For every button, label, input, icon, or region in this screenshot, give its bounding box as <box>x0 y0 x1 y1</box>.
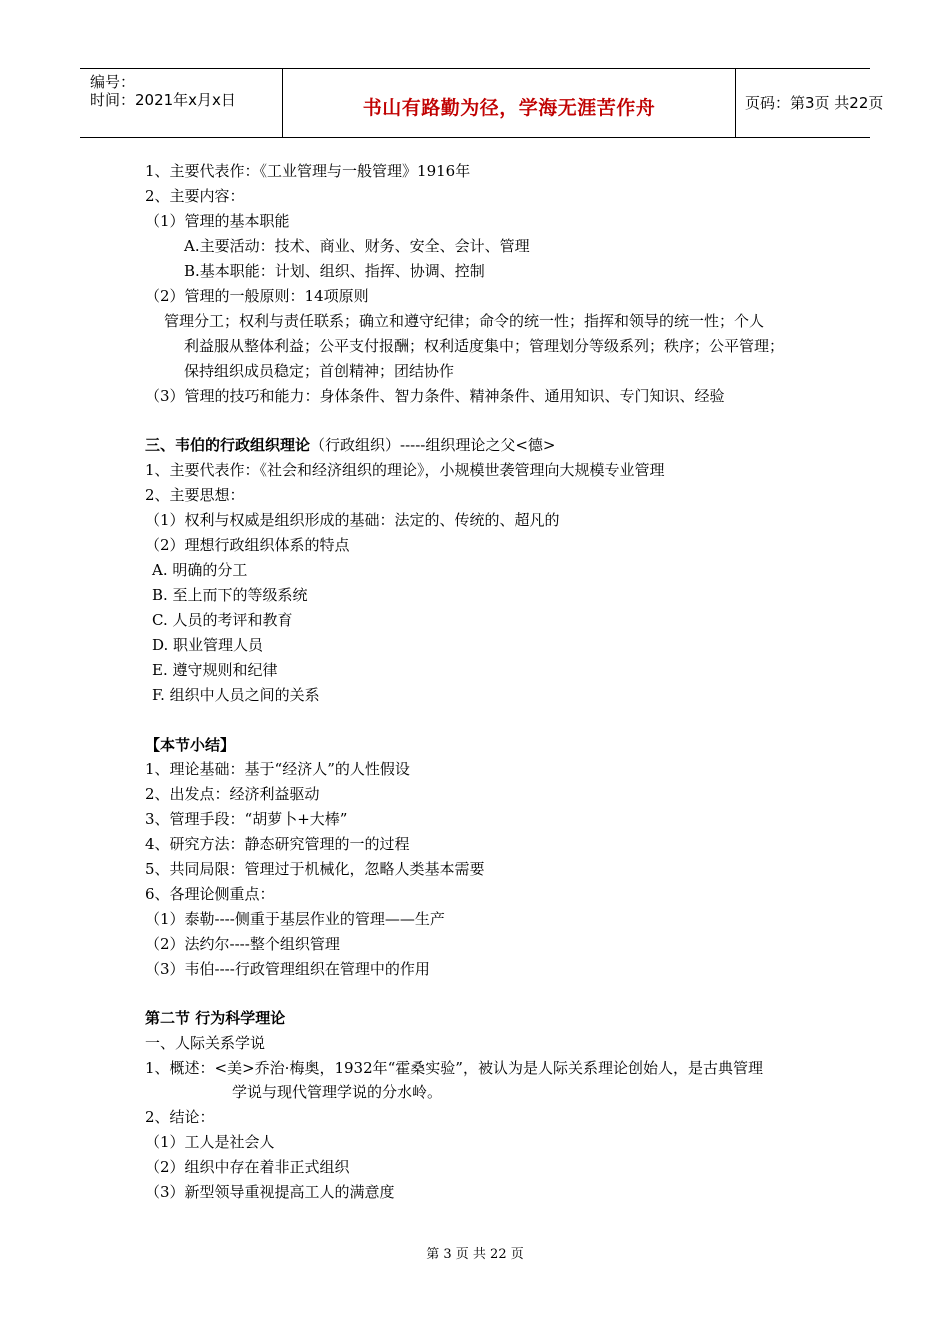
text-line: （2）法约尔----整个组织管理 <box>145 935 340 953</box>
text-line: （2）理想行政组织体系的特点 <box>145 536 350 554</box>
text-line: （3）韦伯----行政管理组织在管理中的作用 <box>145 960 430 978</box>
text-line: 4、研究方法：静态研究管理的一的过程 <box>145 835 410 853</box>
text-line: （3）管理的技巧和能力：身体条件、智力条件、精神条件、通用知识、专门知识、经验 <box>145 387 725 405</box>
motto: 书山有路勤为径，学海无涯苦作舟 <box>362 97 656 119</box>
text-line: 1、理论基础：基于“经济人”的人性假设 <box>145 760 410 778</box>
header-info-cell <box>80 69 282 137</box>
text-line: 保持组织成员稳定；首创精神；团结协作 <box>184 362 455 380</box>
text-line: （2）管理的一般原则：14项原则 <box>145 287 369 305</box>
date-label: 时间：2021年x月x日 <box>90 91 236 109</box>
text-line: F. 组织中人员之间的关系 <box>152 686 320 704</box>
text-line: 利益服从整体利益；公平支付报酬；权利适度集中；管理划分等级系列；秩序；公平管理； <box>184 337 785 355</box>
text-line: 1、主要代表作：《工业管理与一般管理》1916年 <box>145 162 471 180</box>
text-line: 学说与现代管理学说的分水岭。 <box>232 1083 443 1101</box>
text-line: （2）组织中存在着非正式组织 <box>145 1158 350 1176</box>
text-line: （1）管理的基本职能 <box>145 212 290 230</box>
page-footer <box>0 1247 950 1263</box>
text-line: B.基本职能：计划、组织、指挥、协调、控制 <box>184 262 485 280</box>
section-heading <box>145 435 556 455</box>
text-line: 6、各理论侧重点： <box>145 885 275 903</box>
header-motto-cell <box>282 69 736 137</box>
header-page-cell <box>735 69 884 137</box>
text-line: （1）泰勒----侧重于基层作业的管理——生产 <box>145 910 445 928</box>
text-line: D. 职业管理人员 <box>152 636 264 654</box>
text-line: A.主要活动：技术、商业、财务、安全、会计、管理 <box>184 237 530 255</box>
text-line: 2、主要内容： <box>145 187 245 205</box>
text-line: 1、主要代表作：《社会和经济组织的理论》，小规模世袭管理向大规模专业管理 <box>145 461 665 479</box>
text-line: 3、管理手段：“胡萝卜+大棒” <box>145 810 348 828</box>
text-line: 1、概述：<美>乔治·梅奥，1932年“霍桑实验”，被认为是人际关系理论创始人，是古典管理 <box>145 1059 763 1077</box>
text-line: （3）新型领导重视提高工人的满意度 <box>145 1183 395 1201</box>
text-line: C. 人员的考评和教育 <box>152 611 293 629</box>
page-label: 页码：第3页 共22页 <box>745 94 884 112</box>
summary-heading: 【本节小结】 <box>145 736 236 754</box>
text-line: （1）权利与权威是组织形成的基础：法定的、传统的、超凡的 <box>145 511 560 529</box>
text-line: 一、人际关系学说 <box>145 1034 266 1052</box>
chapter-heading: 第二节 行为科学理论 <box>145 1009 286 1027</box>
text-line: 2、主要思想： <box>145 486 245 504</box>
text-line: 5、共同局限：管理过于机械化，忽略人类基本需要 <box>145 860 485 878</box>
section-heading-bold: 三、韦伯的行政组织理论 <box>145 436 311 454</box>
text-line: （1）工人是社会人 <box>145 1133 275 1151</box>
number-label: 编号： <box>90 73 136 91</box>
text-line: E. 遵守规则和纪律 <box>152 661 278 679</box>
text-line: 2、结论： <box>145 1108 215 1126</box>
text-line: B. 至上而下的等级系统 <box>152 586 308 604</box>
footer-page-number: 第 3 页 共 22 页 <box>426 1247 524 1262</box>
text-line: A. 明确的分工 <box>152 561 248 579</box>
text-line: 2、出发点：经济利益驱动 <box>145 785 320 803</box>
section-heading-rest: （行政组织）-----组织理论之父<德> <box>310 436 556 454</box>
text-line: 管理分工；权利与责任联系；确立和遵守纪律；命令的统一性；指挥和领导的统一性；个人 <box>164 312 765 330</box>
page-header <box>80 68 884 138</box>
